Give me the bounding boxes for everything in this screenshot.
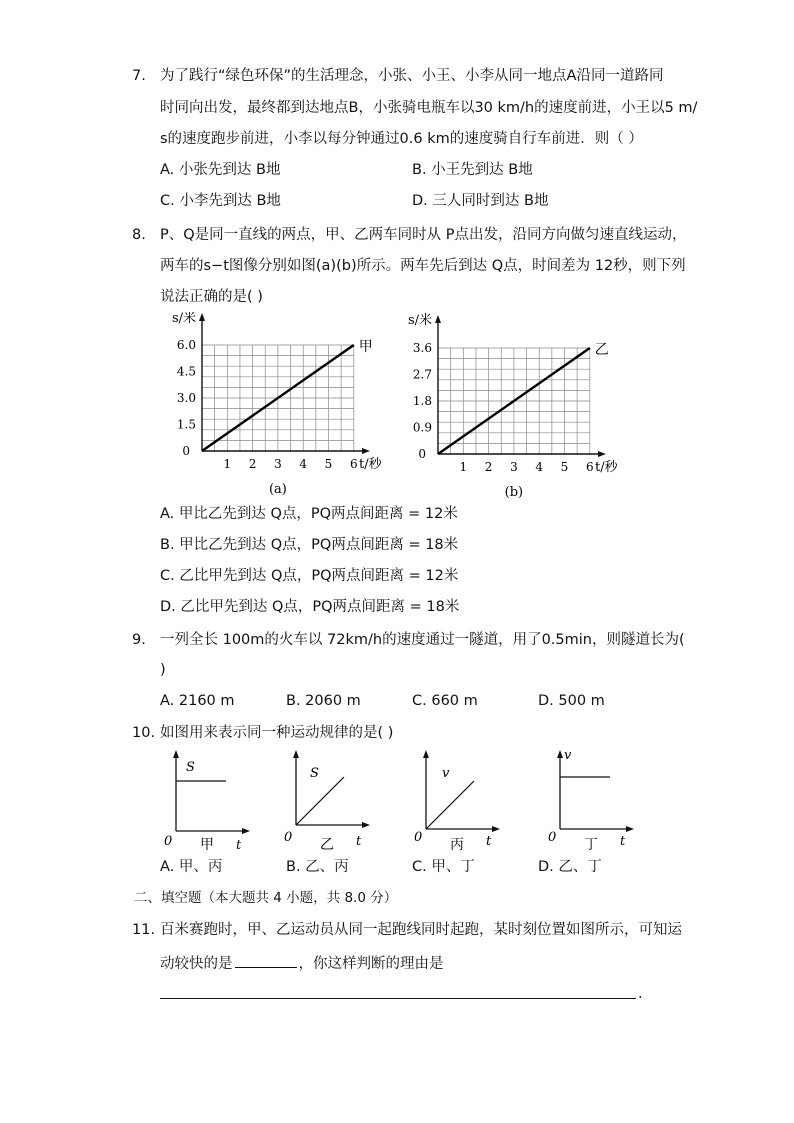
q10-text: 如图用来表示同一种运动规律的是( ): [160, 725, 394, 741]
q7-option-c[interactable]: C. 小李先到达 B地: [160, 193, 281, 209]
q10-graph-bing-caption: 丙: [450, 837, 464, 853]
q10-graph-jia-origin: 0: [164, 834, 173, 849]
q8-option-c[interactable]: C. 乙比甲先到达 Q点，PQ两点间距离 = 12米: [160, 568, 459, 584]
q11-text-line2b: ，你这样判断的理由是: [298, 956, 444, 972]
q10-graph-bing-xlabel: t: [486, 834, 492, 849]
y-tick-label: 1.8: [412, 394, 432, 408]
q10-number: 10.: [132, 725, 156, 741]
q7-option-b[interactable]: B. 小王先到达 B地: [412, 162, 533, 178]
q9-number: 9.: [132, 632, 146, 648]
q10-graph-yi-xlabel: t: [356, 834, 362, 849]
q9-text-line2: ): [160, 662, 166, 678]
section2-heading: 二、填空题（本大题共 4 小题，共 8.0 分）: [134, 890, 398, 906]
x-tick-label: 2: [248, 457, 257, 471]
y-axis-arrow: [435, 315, 441, 323]
x-axis-arrow: [598, 451, 606, 457]
q10-graph-yi: [280, 745, 375, 855]
q11-text-line2a: 动较快的是: [160, 956, 233, 972]
q9-option-b[interactable]: B. 2060 m: [286, 693, 361, 709]
q10-graph-yi-ylabel: S: [310, 766, 319, 781]
chart-b: [398, 312, 638, 502]
q10-graph-ding: [540, 745, 640, 855]
q11-text-line1: 百米赛跑时，甲、乙运动员从同一起跑线同时起跑，某时刻位置如图所示，可知运: [160, 922, 682, 938]
x-tick-label: 4: [299, 457, 308, 471]
q8-option-b[interactable]: B. 甲比乙先到达 Q点，PQ两点间距离 = 18米: [160, 537, 459, 553]
q9-option-a[interactable]: A. 2160 m: [160, 693, 235, 709]
q10-graph-bing-origin: 0: [414, 830, 423, 845]
x-axis-label: t/秒: [359, 457, 382, 472]
x-tick-label: 1: [459, 460, 468, 474]
y-tick-label: 1.5: [176, 417, 196, 432]
origin-label: 0: [418, 447, 426, 461]
q10-option-c[interactable]: C. 甲、丁: [412, 859, 475, 875]
q10-graph-jia-caption: 甲: [200, 837, 214, 853]
q11-end-period: .: [638, 986, 643, 1002]
chart-caption: (a): [268, 482, 287, 497]
q8-option-a[interactable]: A. 甲比乙先到达 Q点，PQ两点间距离 = 12米: [160, 506, 458, 522]
chart-caption: (b): [504, 485, 524, 500]
q7-text-line2: 时同向出发，最终都到达地点B，小张骑电瓶车以30 km/h的速度前进，小王以5 m/: [160, 100, 698, 116]
x-tick-label: 6: [349, 457, 358, 471]
y-tick-label: 0.9: [412, 420, 432, 435]
y-tick-label: 3.6: [412, 341, 432, 355]
x-tick-label: 6: [585, 460, 594, 474]
x-axis-label: t/秒: [595, 460, 618, 475]
series-label: 乙: [594, 342, 609, 358]
q8-option-d[interactable]: D. 乙比甲先到达 Q点，PQ两点间距离 = 18米: [160, 599, 460, 615]
q10-graph-ding-xlabel: t: [620, 834, 626, 849]
x-tick-label: 4: [535, 460, 544, 474]
q7-option-a[interactable]: A. 小张先到达 B地: [160, 162, 281, 178]
y-tick-label: 3.0: [176, 391, 196, 405]
q10-graph-jia-ylabel: S: [186, 760, 195, 775]
q7-number: 7.: [132, 68, 146, 84]
q9-option-c[interactable]: C. 660 m: [412, 693, 478, 709]
q9-text-line1: 一列全长 100m的火车以 72km/h的速度通过一隧道，用了0.5min，则隧道长为(: [160, 632, 685, 648]
q10-graph-ding-origin: 0: [548, 830, 557, 845]
x-tick-label: 3: [510, 460, 518, 474]
q8-text-line1: P、Q是同一直线的两点，甲、乙两车同时从 P点出发，沿同方向做匀速直线运动，: [160, 227, 687, 243]
q10-graph-jia: [160, 745, 255, 855]
x-tick-label: 3: [274, 457, 282, 471]
q10-option-b[interactable]: B. 乙、丙: [286, 859, 349, 875]
q10-graph-yi-caption: 乙: [320, 837, 334, 853]
series-label: 甲: [358, 339, 373, 355]
q7-text-line1: 为了践行“绿色环保”的生活理念，小张、小王、小李从同一地点A沿同一道路同: [160, 68, 664, 84]
q10-graph-yi-origin: 0: [284, 830, 293, 845]
y-tick-label: 4.5: [176, 364, 196, 379]
q8-number: 8.: [132, 227, 146, 243]
q11-answer-blank-1[interactable]: [235, 953, 297, 968]
x-tick-label: 5: [560, 460, 569, 474]
q11-text-line2: [160, 953, 444, 974]
q8-text-line2: 两车的s−t图像分别如图(a)(b)所示。两车先后到达 Q点，时间差为 12秒，则下列: [160, 258, 686, 274]
origin-label: 0: [182, 444, 190, 458]
y-tick-label: 6.0: [176, 338, 196, 352]
y-axis-label: s/米: [172, 312, 197, 326]
q10-graph-ding-caption: 丁: [584, 837, 598, 853]
x-tick-label: 2: [484, 460, 493, 474]
x-tick-label: 5: [324, 457, 333, 471]
y-tick-label: 2.7: [412, 367, 432, 382]
q11-answer-blank-2[interactable]: [160, 998, 636, 999]
q10-graph-bing-ylabel: v: [442, 766, 450, 781]
q10-graph-jia-xlabel: t: [236, 838, 242, 853]
q7-option-d[interactable]: D. 三人同时到达 B地: [412, 193, 549, 209]
x-tick-label: 1: [223, 457, 232, 471]
q11-number: 11.: [132, 922, 156, 938]
y-axis-label: s/米: [408, 313, 433, 328]
q10-option-d[interactable]: D. 乙、丁: [538, 859, 602, 875]
q7-text-line3: s的速度跑步前进，小李以每分钟通过0.6 km的速度骑自行车前进．则（ ）: [160, 131, 643, 147]
x-axis-arrow: [362, 448, 370, 454]
q9-option-d[interactable]: D. 500 m: [538, 693, 605, 709]
q8-text-line3: 说法正确的是( ): [160, 289, 263, 305]
y-axis-arrow: [199, 313, 205, 321]
q10-graph-bing: [404, 745, 504, 855]
q10-option-a[interactable]: A. 甲、丙: [160, 859, 223, 875]
chart-a: [160, 312, 390, 502]
q10-graph-ding-ylabel: v: [564, 748, 572, 763]
